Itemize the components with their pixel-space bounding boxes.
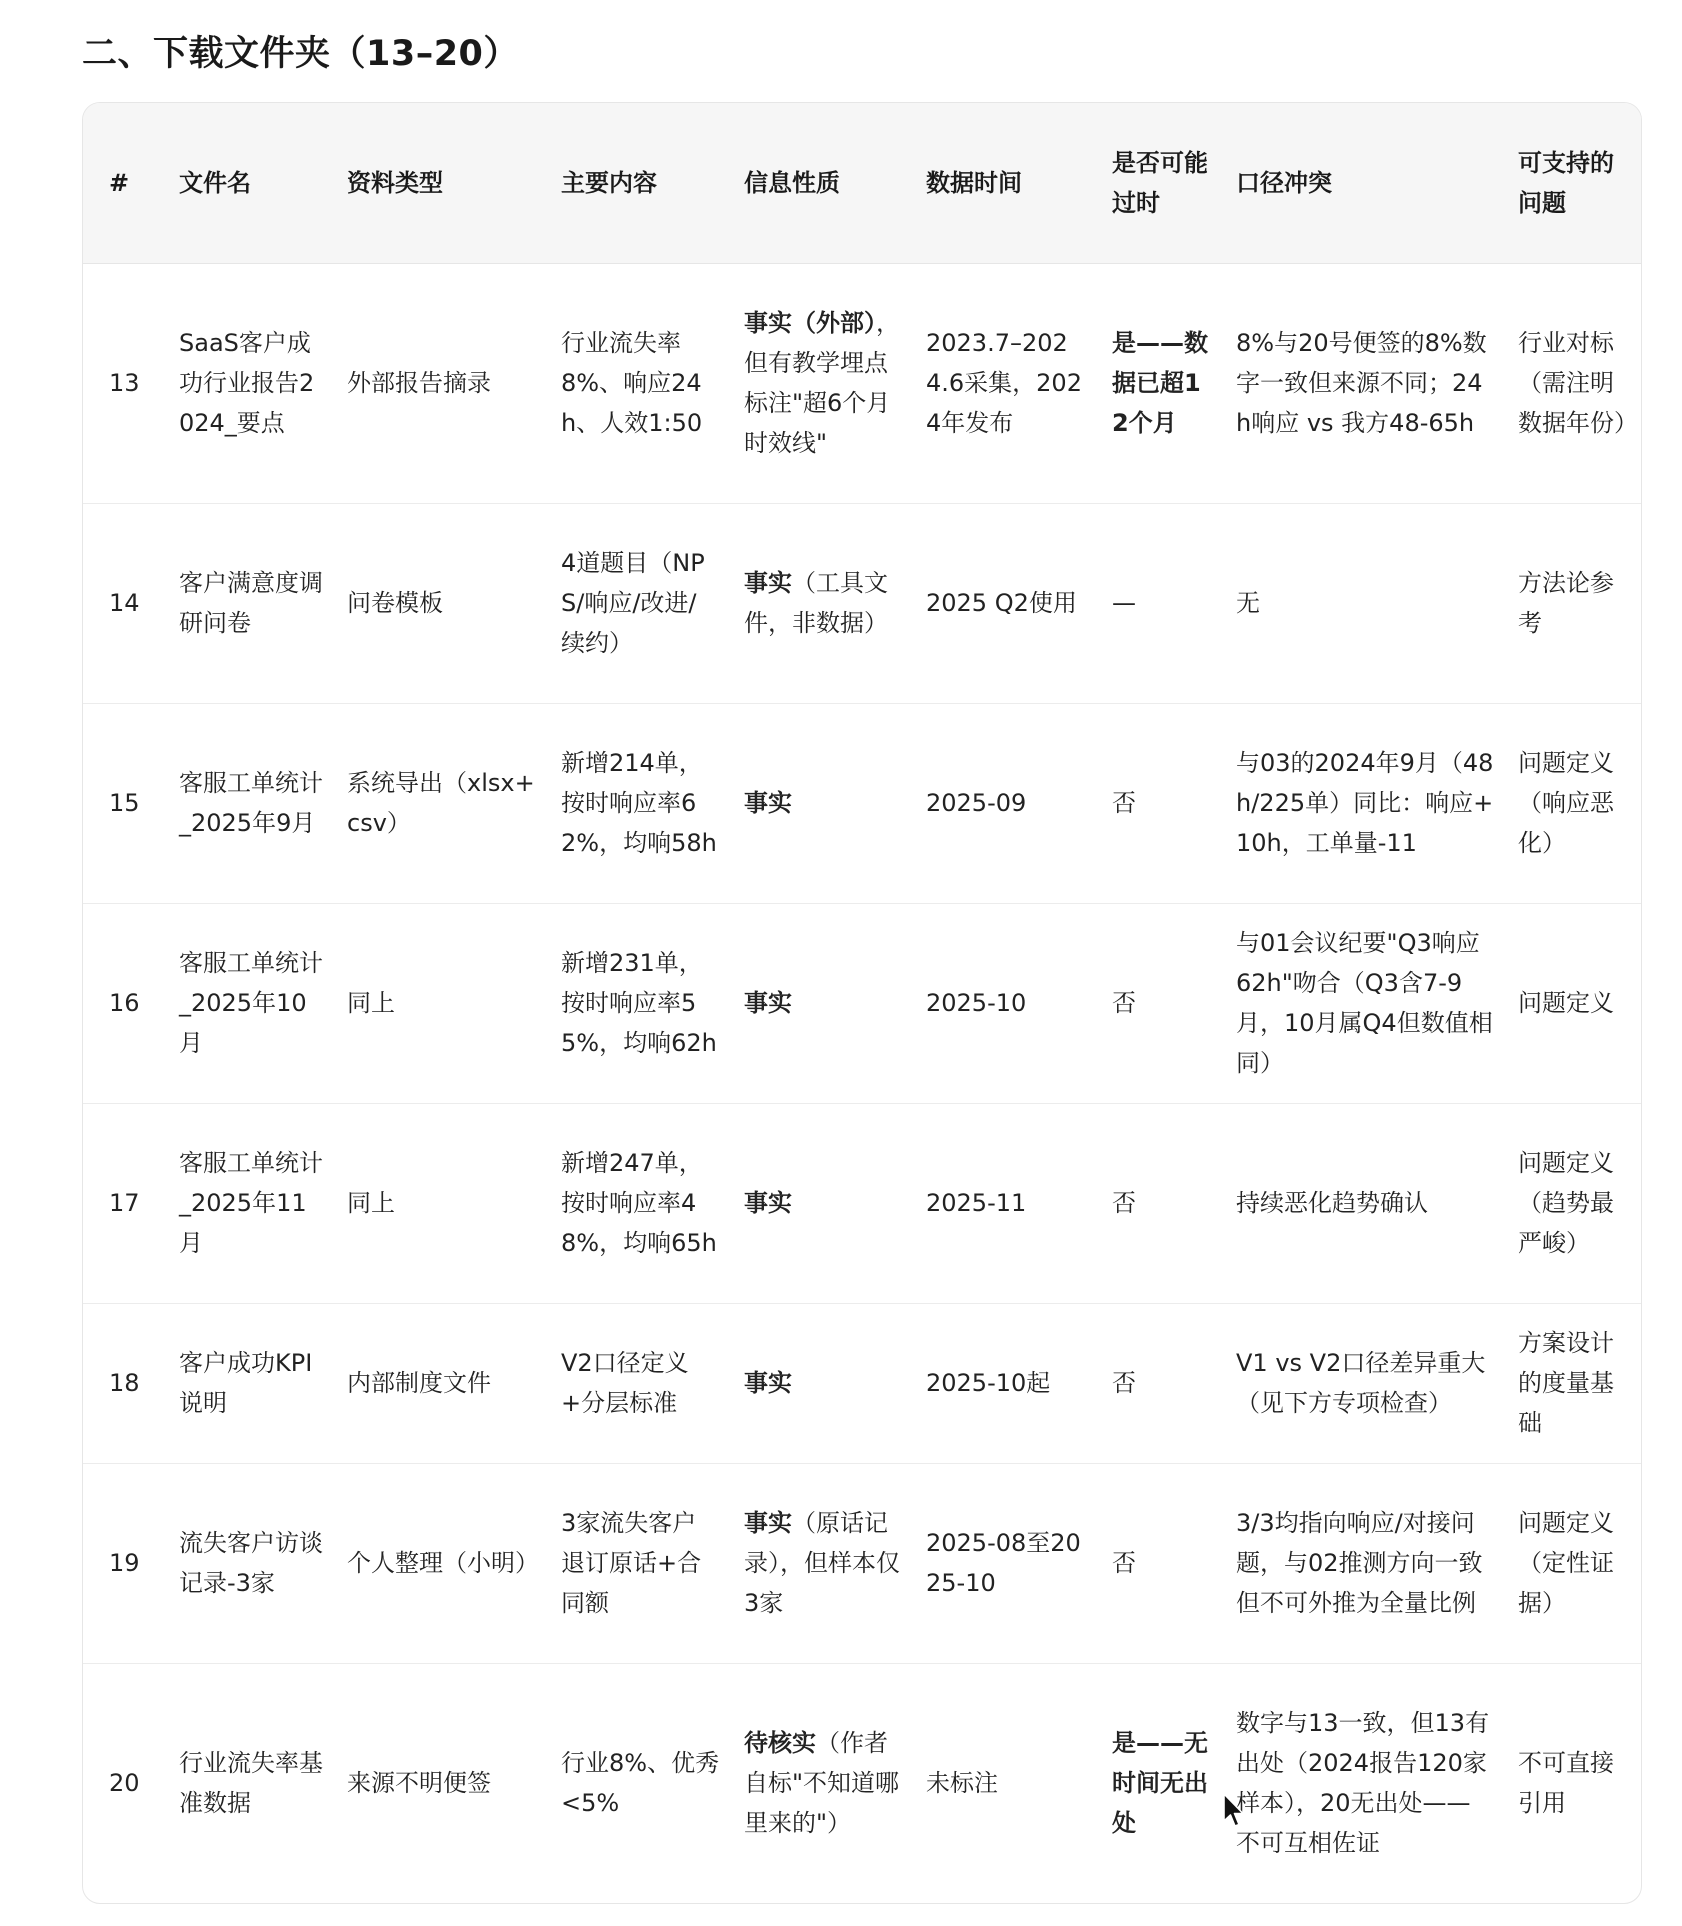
nature-bold: 事实（外部）: [744, 309, 876, 337]
cell-type: 系统导出（xlsx+csv）: [333, 703, 547, 903]
table-row: [83, 1463, 1642, 1663]
cell-filename: 客户满意度调研问卷: [165, 503, 333, 703]
cell-support: 问题定义（趋势最严峻）: [1504, 1103, 1642, 1303]
cell-num: 13: [83, 263, 165, 503]
header-filename: 文件名: [165, 103, 333, 263]
header-conflict: 口径冲突: [1222, 103, 1504, 263]
cell-conflict: 数字与13一致，但13有出处（2024报告120家样本），20无出处——不可互相佐证: [1236, 1709, 1490, 1858]
cell-nature: [730, 1103, 912, 1303]
cell-outdated: [1098, 903, 1222, 1103]
mouse-pointer-icon: [1222, 1793, 1246, 1829]
cell-nature: [730, 1663, 912, 1903]
cell-conflict: 8%与20号便签的8%数字一致但来源不同；24h响应 vs 我方48-65h: [1222, 263, 1504, 503]
cell-time: 2025-11: [912, 1103, 1098, 1303]
table-row: [83, 263, 1642, 503]
header-content: 主要内容: [547, 103, 730, 263]
cell-filename: 流失客户访谈记录-3家: [165, 1463, 333, 1663]
table-row: [83, 503, 1642, 703]
cell-num: 14: [83, 503, 165, 703]
cell-filename: 客户成功KPI说明: [165, 1303, 333, 1463]
cell-content: 3家流失客户退订原话+合同额: [547, 1463, 730, 1663]
cell-nature: [730, 503, 912, 703]
cell-outdated: [1098, 1303, 1222, 1463]
nature-rest: ，但有教学埋点标注"超6个月时效线": [744, 309, 900, 457]
cell-conflict: 3/3均指向响应/对接问题，与02推测方向一致但不可外推为全量比例: [1222, 1463, 1504, 1663]
nature-bold: 待核实: [744, 1729, 816, 1758]
header-nature: 信息性质: [730, 103, 912, 263]
cell-nature: [730, 903, 912, 1103]
table-row: [83, 1663, 1642, 1903]
cell-conflict: 与03的2024年9月（48h/225单）同比：响应+10h，工单量-11: [1222, 703, 1504, 903]
cell-outdated: [1098, 1463, 1222, 1663]
outdated-rest: 否: [1112, 1549, 1136, 1577]
cell-conflict: 与01会议纪要"Q3响应62h"吻合（Q3含7-9月，10月属Q4但数值相同）: [1222, 903, 1504, 1103]
cell-filename: 客服工单统计_2025年10月: [165, 903, 333, 1103]
cell-num: 15: [83, 703, 165, 903]
cell-outdated: [1098, 1103, 1222, 1303]
outdated-rest: 否: [1112, 1189, 1136, 1217]
cell-time: 2023.7–2024.6采集，2024年发布: [912, 263, 1098, 503]
nature-bold: 事实: [744, 989, 792, 1017]
cell-nature: [730, 703, 912, 903]
cell-content: 4道题目（NPS/响应/改进/续约）: [547, 503, 730, 703]
cell-num: 20: [109, 1769, 140, 1798]
nature-rest: （原话记录），但样本仅3家: [744, 1509, 900, 1617]
cell-conflict: V1 vs V2口径差异重大（见下方专项检查）: [1222, 1303, 1504, 1463]
cell-content: 行业流失率8%、响应24h、人效1:50: [547, 263, 730, 503]
cell-time: 2025-09: [912, 703, 1098, 903]
nature-bold: 事实: [744, 569, 792, 597]
nature-rest: （作者自标"不知道哪里来的"）: [744, 1729, 900, 1838]
cell-content: 新增214单，按时响应率62%，均响58h: [547, 703, 730, 903]
cell-support: 不可直接引用: [1518, 1749, 1614, 1818]
section-title: 二、下载文件夹（13–20）: [82, 34, 519, 74]
outdated-rest: 否: [1112, 1369, 1136, 1397]
cell-filename: 客服工单统计_2025年11月: [165, 1103, 333, 1303]
cell-nature: [730, 1463, 912, 1663]
nature-bold: 事实: [744, 1369, 792, 1397]
cell-type: 内部制度文件: [333, 1303, 547, 1463]
nature-rest: （工具文件，非数据）: [744, 569, 888, 637]
cell-filename: SaaS客户成功行业报告2024_要点: [165, 263, 333, 503]
cell-type: 来源不明便签: [347, 1769, 491, 1798]
header-outdated: 是否可能过时: [1098, 103, 1222, 263]
cell-num: 18: [83, 1303, 165, 1463]
cell-num: 16: [83, 903, 165, 1103]
cell-support: 问题定义: [1504, 903, 1642, 1103]
table-row: [83, 1303, 1642, 1463]
cell-time: 2025 Q2使用: [912, 503, 1098, 703]
cell-type: 问卷模板: [333, 503, 547, 703]
nature-bold: 事实: [744, 1509, 792, 1537]
outdated-rest: —: [1112, 589, 1136, 617]
cell-num: 17: [83, 1103, 165, 1303]
cell-conflict: 无: [1222, 503, 1504, 703]
cell-filename: 客服工单统计_2025年9月: [165, 703, 333, 903]
cell-content: V2口径定义+分层标准: [547, 1303, 730, 1463]
download-folder-table: [82, 102, 1642, 1904]
header-support: 可支持的问题: [1504, 103, 1642, 263]
table-row: [83, 903, 1642, 1103]
cell-outdated: [1098, 263, 1222, 503]
header-num: #: [83, 103, 165, 263]
cell-support: 行业对标（需注明数据年份）: [1504, 263, 1642, 503]
cell-content: 新增247单，按时响应率48%，均响65h: [547, 1103, 730, 1303]
cell-nature: [730, 1303, 912, 1463]
cell-time: 未标注: [926, 1769, 998, 1798]
cell-outdated: [1098, 1663, 1222, 1903]
cell-support: 问题定义（定性证据）: [1504, 1463, 1642, 1663]
outdated-rest: 否: [1112, 789, 1136, 817]
table-row: [83, 703, 1642, 903]
cell-support: 方法论参考: [1504, 503, 1642, 703]
table-row: [83, 1103, 1642, 1303]
cell-type: 个人整理（小明）: [333, 1463, 547, 1663]
outdated-rest: 否: [1112, 989, 1136, 1017]
cell-support: 问题定义（响应恶化）: [1504, 703, 1642, 903]
header-type: 资料类型: [333, 103, 547, 263]
outdated-bold: 是——无时间无出处: [1112, 1729, 1208, 1838]
file-table: [83, 103, 1642, 1903]
cell-type: 同上: [333, 1103, 547, 1303]
cell-support: 方案设计的度量基础: [1504, 1303, 1642, 1463]
cell-type: 同上: [333, 903, 547, 1103]
cell-outdated: [1098, 703, 1222, 903]
cell-num: 19: [83, 1463, 165, 1663]
cell-type: 外部报告摘录: [333, 263, 547, 503]
cell-time: 2025-10起: [912, 1303, 1098, 1463]
cell-filename: 行业流失率基准数据: [179, 1749, 323, 1818]
cell-time: 2025-08至2025-10: [912, 1463, 1098, 1663]
table-header-row: [83, 103, 1642, 263]
outdated-bold: 是——数据已超12个月: [1112, 329, 1208, 437]
nature-bold: 事实: [744, 789, 792, 817]
cell-content: 新增231单，按时响应率55%，均响62h: [547, 903, 730, 1103]
cell-nature: [730, 263, 912, 503]
cell-outdated: [1098, 503, 1222, 703]
cell-content: 行业8%、优秀<5%: [561, 1749, 720, 1818]
cell-time: 2025-10: [912, 903, 1098, 1103]
header-time: 数据时间: [912, 103, 1098, 263]
nature-bold: 事实: [744, 1189, 792, 1217]
cell-conflict: 持续恶化趋势确认: [1222, 1103, 1504, 1303]
